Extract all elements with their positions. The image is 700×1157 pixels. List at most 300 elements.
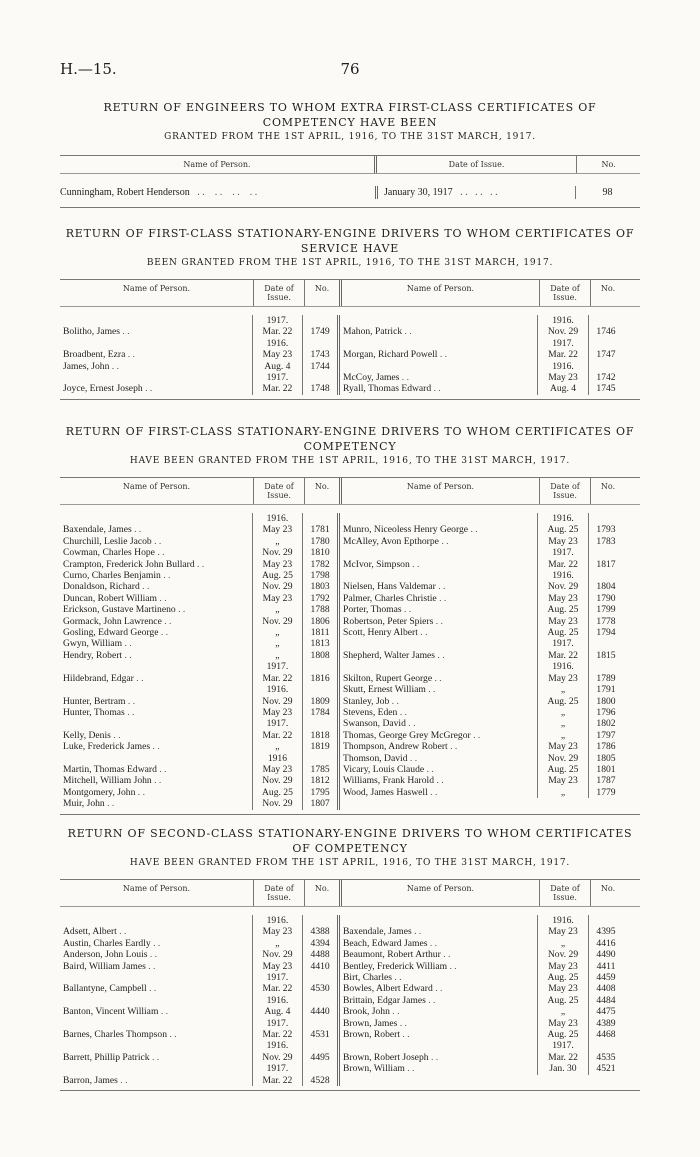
table-row (340, 718, 624, 729)
issue-date: Mar. 22 (537, 349, 588, 360)
issue-year: 1916. (537, 513, 588, 524)
leader-dots: . . (150, 937, 161, 949)
issue-date: Aug. 25 (537, 524, 588, 535)
issue-year: 1917. (252, 1018, 303, 1029)
person-name: Mahon, Patrick . . (343, 326, 412, 338)
page-number: 76 (340, 60, 360, 78)
number-column-header: No. (304, 478, 339, 504)
issue-date: „ (252, 638, 303, 649)
year-row (60, 1040, 337, 1051)
competency2-right-column (337, 915, 624, 1086)
table-row (60, 616, 337, 627)
leader-dots: . . (154, 547, 165, 559)
certificate-number: 1788 (302, 604, 337, 615)
issue-year: 1917. (252, 718, 303, 729)
certificate-number: 1783 (588, 536, 623, 547)
person-name (340, 361, 537, 372)
certificate-number: 1810 (302, 547, 337, 558)
competency1-left-column (60, 513, 337, 810)
leader-dots: . . (435, 649, 445, 661)
issue-date: May 23 (252, 349, 303, 360)
table-row (60, 764, 337, 775)
person-name (60, 315, 252, 326)
certificate-number: 1746 (588, 326, 623, 337)
certificate-number (302, 1063, 337, 1074)
leader-dots: . . (397, 706, 407, 718)
issue-date: Mar. 22 (252, 673, 303, 684)
table-row (340, 559, 624, 570)
issue-date: May 23 (537, 1018, 588, 1029)
engineers-return-section (60, 100, 640, 208)
certificate-number: 1800 (588, 696, 623, 707)
leader-dots: . . (147, 949, 158, 961)
person-name: Donaldson, Richard . . (63, 581, 150, 593)
service-title (60, 226, 640, 271)
certificate-number (588, 915, 623, 926)
leader-dots: . . (142, 383, 153, 395)
certificate-number (302, 684, 337, 695)
person-name: Adsett, Albert . . (63, 926, 127, 938)
certificate-number: 4416 (588, 938, 623, 949)
issue-date: Aug. 25 (537, 972, 588, 983)
table-row (340, 593, 624, 604)
certificate-number: 1807 (302, 798, 337, 809)
issue-date: May 23 (252, 707, 303, 718)
leader-dots: . . (424, 763, 434, 775)
table-row (340, 1063, 624, 1074)
leader-dots: . . (397, 1017, 407, 1029)
person-name (60, 338, 252, 349)
certificate-number: 4440 (302, 1006, 337, 1017)
certificate-number: 4484 (588, 995, 623, 1006)
person-name: Broadbent, Ezra . . (63, 349, 135, 361)
number-column-header: No. (576, 156, 640, 173)
person-name (60, 915, 252, 926)
table-row (60, 383, 337, 394)
date-column-header: Date of Issue. (253, 280, 304, 306)
table-row (60, 593, 337, 604)
certificate-number (302, 513, 337, 524)
year-row (340, 638, 624, 649)
certificate-number: 1745 (588, 383, 623, 394)
certificate-number (302, 372, 337, 383)
competency1-table-body (60, 505, 640, 814)
table-row (60, 559, 337, 570)
certificate-number: 1806 (302, 616, 337, 627)
page-header (60, 60, 640, 84)
issue-year: 1916. (537, 661, 588, 672)
competency2-title-line: RETURN OF SECOND-CLASS STATIONARY-ENGINE DRIVERS TO WHOM CERTIFICATES OF COMPETENCY (67, 827, 633, 855)
issue-year: 1916. (252, 338, 303, 349)
person-name (60, 972, 252, 983)
person-name: Hendry, Robert . . (63, 649, 132, 661)
leader-dots: . . (125, 349, 135, 361)
number-column-header: No. (304, 280, 339, 306)
year-row (340, 315, 624, 326)
issue-year: 1917. (537, 338, 588, 349)
table-row (60, 650, 337, 661)
certificate-number: 4411 (588, 961, 623, 972)
person-name: Shepherd, Walter James . . (343, 649, 445, 661)
leader-dots: . . (122, 638, 132, 650)
issue-date: „ (252, 650, 303, 661)
certificate-number (302, 1040, 337, 1051)
leader-dots: . . (146, 983, 157, 995)
competency1-table-header (60, 478, 640, 505)
leader-dots: . . (151, 535, 162, 547)
table-row (60, 627, 337, 638)
issue-year: 1917. (537, 1040, 588, 1051)
issue-date: Aug. 4 (252, 361, 303, 372)
issue-year: 1917. (537, 547, 588, 558)
name-column-header: Name of Person. (122, 482, 191, 491)
issue-date: Aug. 4 (537, 383, 588, 394)
person-name: Barnes, Charles Thompson . . (63, 1029, 177, 1041)
issue-year: 1917. (252, 661, 303, 672)
person-name: Stevens, Eden . . (343, 706, 407, 718)
leader-dots: . . (161, 615, 172, 627)
date-column-header: Date of Issue. (253, 478, 304, 504)
date-column-header: Date of Issue. (374, 156, 576, 173)
person-name: Brown, Robert Joseph . . (343, 1051, 439, 1063)
table-row (60, 326, 337, 337)
year-row (340, 915, 624, 926)
leader-dots: . . (400, 1029, 410, 1041)
name-column-header: Name of Person. (339, 880, 539, 906)
leader-dots: . . (151, 775, 162, 787)
person-name: Thompson, Andrew Robert . . (343, 741, 458, 753)
issue-date: Jan. 30 (537, 1063, 588, 1074)
table-row (60, 926, 337, 937)
number-column-header: No. (590, 880, 625, 906)
table-row (60, 1029, 337, 1040)
certificate-number: 1782 (302, 559, 337, 570)
certificate-number: 1811 (302, 627, 337, 638)
certificate-number: 4468 (588, 1029, 623, 1040)
date-column-header: Date of Issue. (539, 280, 590, 306)
leader-dots: . . (428, 1051, 439, 1063)
leader-dots: . . (104, 798, 115, 810)
person-name: Luke, Frederick James . . (63, 741, 160, 753)
certificate-number (588, 1040, 623, 1051)
table-row (340, 707, 624, 718)
certificate-number: 1787 (588, 775, 623, 786)
service-table-header (60, 280, 640, 307)
issue-date: May 23 (537, 926, 588, 937)
service-table (60, 279, 640, 400)
person-name: Thomas, George Grey McGregor . . (343, 729, 481, 741)
person-name (60, 372, 252, 383)
person-name: Gormack, John Lawrence . . (63, 615, 172, 627)
certificate-number: 1794 (588, 627, 623, 638)
engineers-title-line: GRANTED FROM THE 1ST APRIL, 1916, TO THE 31ST MARCH, 1917. (164, 132, 536, 142)
person-name: Palmer, Charles Christie . . (343, 592, 447, 604)
table-row (60, 524, 337, 535)
service-right-column (337, 315, 624, 395)
table-row (60, 547, 337, 558)
certificate-number: 4528 (302, 1075, 337, 1086)
issue-year: 1916. (537, 315, 588, 326)
person-name: Gosling, Edward George . . (63, 627, 169, 639)
date-column-header: Date of Issue. (253, 880, 304, 906)
person-name: Brook, John . . (343, 1006, 400, 1018)
issue-year: 1917. (252, 1063, 303, 1074)
leader-dots: . . (120, 326, 130, 338)
issue-date: Aug. 25 (537, 604, 588, 615)
table-row (60, 536, 337, 547)
leader-dots: . . (440, 949, 451, 961)
certificate-number: 1813 (302, 638, 337, 649)
person-name (340, 638, 537, 649)
competency2-table-header (60, 880, 640, 907)
year-row (340, 661, 624, 672)
issue-date: Nov. 29 (537, 326, 588, 337)
leader-dots: . . (158, 1006, 169, 1018)
year-row (60, 513, 337, 524)
table-row (60, 798, 337, 809)
table-row (340, 627, 624, 638)
table-row (340, 764, 624, 775)
leader-dots: . . (434, 775, 444, 787)
year-row (60, 338, 337, 349)
leader-dots: . . (438, 535, 449, 547)
table-row (340, 741, 624, 752)
person-name: Curno, Charles Benjamin . . (63, 570, 171, 582)
table-row (60, 361, 337, 372)
certificate-number: 1817 (588, 559, 623, 570)
leader-dots: . . (447, 741, 458, 753)
leader-dots: . . (425, 994, 436, 1006)
certificate-number: 4530 (302, 983, 337, 994)
issue-date: Mar. 22 (537, 559, 588, 570)
table-row (340, 730, 624, 741)
person-name: Nielsen, Hans Valdemar . . (343, 581, 446, 593)
issue-date: Aug. 4 (252, 1006, 303, 1017)
certificate-number (302, 718, 337, 729)
person-name: Churchill, Leslie Jacob . . (63, 535, 162, 547)
name-column-header: Name of Person. (183, 160, 251, 169)
engineers-table (60, 155, 640, 208)
table-row (340, 1018, 624, 1029)
certificate-number: 1803 (302, 581, 337, 592)
person-name: Ryall, Thomas Edward . . (343, 383, 441, 395)
person-name: Duncan, Robert William . . (63, 592, 167, 604)
year-row (60, 1063, 337, 1074)
competency1-title-line: HAVE BEEN GRANTED FROM THE 1ST APRIL, 1916, TO THE 31ST MARCH, 1917. (129, 456, 571, 466)
table-row (340, 581, 624, 592)
service-table-body (60, 307, 640, 399)
leader-dots: . . (160, 570, 171, 582)
year-row (60, 1018, 337, 1029)
person-name: Barron, James . . (63, 1074, 128, 1086)
person-name: Baird, William James . . (63, 960, 156, 972)
issue-year: 1916. (252, 684, 303, 695)
certificate-number: 4389 (588, 1018, 623, 1029)
leader-dots: . . (470, 729, 481, 741)
leader-dots: . . (407, 752, 418, 764)
year-row (60, 372, 337, 383)
issue-date: Aug. 25 (537, 764, 588, 775)
document-reference: H.—15. (60, 60, 117, 78)
issue-date: Mar. 22 (537, 650, 588, 661)
person-name (60, 1063, 252, 1074)
number-column-header: No. (590, 280, 625, 306)
issue-year: 1916. (537, 915, 588, 926)
certificate-number: 4490 (588, 949, 623, 960)
person-name: Crampton, Frederick John Bullard . . (63, 558, 205, 570)
person-name (340, 661, 537, 672)
issue-year: 1917. (252, 315, 303, 326)
certificate-number (588, 338, 623, 349)
person-name: Brown, James . . (343, 1017, 407, 1029)
certificate-number (302, 661, 337, 672)
person-name: Brown, William . . (343, 1063, 415, 1075)
issue-date: May 23 (537, 741, 588, 752)
person-name: Erickson, Gustave Martineno . . (63, 604, 186, 616)
person-name (60, 718, 252, 729)
certificate-number: 4388 (302, 926, 337, 937)
issue-date: Nov. 29 (252, 696, 303, 707)
person-name: Austin, Charles Eardly . . (63, 937, 161, 949)
certificate-number: 1780 (302, 536, 337, 547)
date-column-header: Date of Issue. (539, 478, 590, 504)
person-name: Gwyn, William . . (63, 638, 132, 650)
table-row (340, 536, 624, 547)
certificate-number: 1742 (588, 372, 623, 383)
issue-date: Mar. 22 (252, 383, 303, 394)
table-row (60, 349, 337, 360)
certificate-number: 1789 (588, 673, 623, 684)
table-row (340, 673, 624, 684)
competency1-right-column (337, 513, 624, 810)
issue-date: May 23 (252, 961, 303, 972)
person-name (60, 995, 252, 1006)
issue-date: May 23 (537, 616, 588, 627)
engineers-table-body (60, 174, 640, 207)
table-row (340, 775, 624, 786)
name-column-header: Name of Person. (339, 478, 539, 504)
table-row (340, 995, 624, 1006)
person-name: Joyce, Ernest Joseph . . (63, 383, 153, 395)
leader-dots: . . (433, 615, 443, 627)
certificate-number: 1797 (588, 730, 623, 741)
certificate-number: 1805 (588, 753, 623, 764)
certificate-number (588, 547, 623, 558)
issue-date: Mar. 22 (252, 730, 303, 741)
certificate-number: 1809 (302, 696, 337, 707)
leader-dots: . . (156, 763, 167, 775)
certificate-number (302, 753, 337, 764)
certificate-number: 4408 (588, 983, 623, 994)
table-row (340, 972, 624, 983)
person-name: Stanley, Job . . (343, 695, 399, 707)
issue-year: 1917. (252, 972, 303, 983)
certificate-number (302, 1018, 337, 1029)
issue-date: May 23 (537, 593, 588, 604)
person-name: Kelly, Denis . . (63, 729, 121, 741)
leader-dots: . . (133, 672, 144, 684)
table-row (60, 949, 337, 960)
certificate-number: 1784 (302, 707, 337, 718)
leader-dots: . . (392, 972, 402, 984)
certificate-number: 1815 (588, 650, 623, 661)
table-row (60, 961, 337, 972)
table-row (340, 383, 624, 394)
issue-year: 1917. (537, 638, 588, 649)
competency2-table (60, 879, 640, 1091)
issue-date: „ (537, 938, 588, 949)
year-row (340, 1040, 624, 1051)
issue-date: Nov. 29 (537, 581, 588, 592)
certificate-number: 1802 (588, 718, 623, 729)
certificate-number: 1791 (588, 684, 623, 695)
certificate-number: 1748 (302, 383, 337, 394)
leader-dots: . . (431, 383, 441, 395)
leader-dots: . . (468, 524, 478, 536)
leader-dots: . . (435, 581, 446, 593)
table-row (340, 1006, 624, 1017)
person-name: Skutt, Ernest William . . (343, 684, 436, 696)
person-name: Thomson, David . . (343, 752, 418, 764)
leader-dots: . . (399, 372, 409, 384)
issue-date: „ (252, 604, 303, 615)
issue-date: „ (252, 741, 303, 752)
table-row (60, 581, 337, 592)
certificate-number: 1790 (588, 593, 623, 604)
certificate-number: 1786 (588, 741, 623, 752)
certificate-number: 1779 (588, 787, 623, 798)
table-row (340, 684, 624, 695)
leader-dots: . . (131, 524, 142, 536)
certificate-number: 98 (575, 186, 639, 199)
table-row (340, 349, 624, 360)
person-name: Skilton, Rupert George . . (343, 672, 442, 684)
issue-date: „ (252, 627, 303, 638)
certificate-number: 1743 (302, 349, 337, 360)
person-name (340, 315, 537, 326)
person-name: Bentley, Frederick William . . (343, 960, 457, 972)
issue-date: Mar. 22 (252, 326, 303, 337)
leader-dots: . . (389, 695, 399, 707)
table-row (60, 186, 640, 199)
table-row (60, 673, 337, 684)
table-row (340, 983, 624, 994)
issue-date: May 23 (252, 764, 303, 775)
leader-dots: . . (425, 684, 436, 696)
person-name: Porter, Thomas . . (343, 604, 412, 616)
person-name: Ballantyne, Campbell . . (63, 983, 157, 995)
issue-date: „ (537, 787, 588, 798)
year-row (340, 513, 624, 524)
person-name: McAlley, Avon Epthorpe . . (343, 535, 449, 547)
leader-dots: . . (109, 360, 119, 372)
certificate-number: 4410 (302, 961, 337, 972)
person-name: Beach, Edward James . . (343, 937, 438, 949)
person-name: Scott, Henry Albert . . (343, 627, 428, 639)
person-name: Hunter, Bertram . . (63, 695, 136, 707)
certificate-number (588, 315, 623, 326)
issue-date: Nov. 29 (252, 581, 303, 592)
issue-date: May 23 (252, 524, 303, 535)
issue-date: Nov. 29 (252, 798, 303, 809)
leader-dots: . . (149, 1051, 160, 1063)
person-name: Banton, Vincent William . . (63, 1006, 169, 1018)
leader-dots: . . (167, 1029, 177, 1041)
table-row (60, 1075, 337, 1086)
certificate-number (588, 513, 623, 524)
issue-date: May 23 (537, 961, 588, 972)
person-name: Munro, Niceoless Henry George . . (343, 524, 478, 536)
